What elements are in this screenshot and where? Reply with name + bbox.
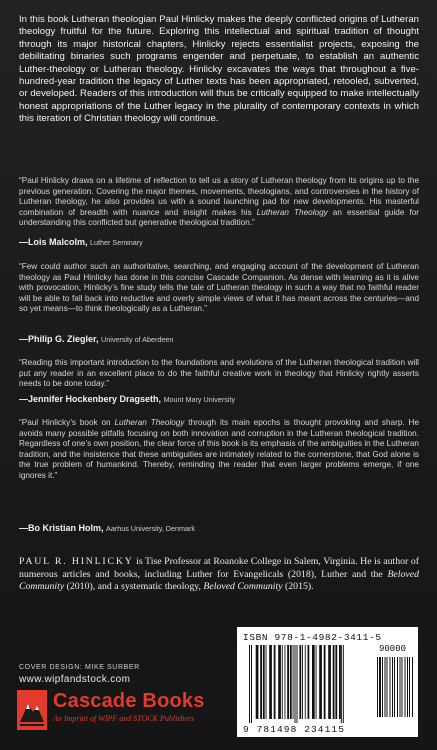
quote-text: an essential guide for understanding this conflicted but generative theological tradition.” <box>19 207 419 228</box>
barcode-bar <box>251 645 252 723</box>
barcode-bar <box>341 645 342 723</box>
cascade-mountain-icon <box>17 690 47 730</box>
barcode-bar <box>305 645 306 719</box>
author-name: —Bo Kristian Holm, <box>19 523 104 533</box>
barcode-bar <box>412 657 413 717</box>
barcode-bar <box>328 645 331 719</box>
barcode-bar <box>274 645 276 719</box>
barcode-bar <box>297 645 298 723</box>
author-affiliation: Aarhus University, Denmark <box>106 524 195 533</box>
endorsement-quote-3 <box>19 358 419 390</box>
barcode-bar <box>390 657 391 717</box>
author-name: —Lois Malcolm, <box>19 237 88 247</box>
bio-title-italic: Beloved Community <box>203 581 283 593</box>
endorsement-author-3 <box>19 394 419 404</box>
author-affiliation: Mount Mary University <box>163 395 236 404</box>
endorsement-author-2 <box>19 334 419 344</box>
price-code: 90000 <box>379 644 407 654</box>
bio-title-italic: Beloved Community <box>19 568 419 593</box>
barcode-bar <box>407 657 408 717</box>
bio-text: (2010), and a systematic theology, <box>64 581 204 593</box>
quote-text: through its main epochs is thought provoking and sharp. He avoids many possible pitfalls focusing on both innovation and corruption in the Lutheran theological tradition. Regardless of one’s own position, the clear force of this book is its emphasis of the ambiguities in the Lutheran tradition, and the insistence that these ambiguities are intimately related to the cornerstone, that God alone is the true problem of humankind. Thereby, reminding the reader that even larger problems emerge, if one ignores it.” <box>19 418 420 480</box>
barcode-bar <box>316 645 317 719</box>
publisher-name: Cascade Books <box>53 690 205 712</box>
barcode-bar <box>319 645 322 719</box>
barcode-bar <box>285 645 286 719</box>
author-name: —Jennifer Hockenbery Dragseth, <box>19 394 162 404</box>
endorsement-quote-4 <box>19 418 419 482</box>
publisher-website[interactable]: www.wipfandstock.com <box>19 674 131 685</box>
barcode-bar <box>287 645 289 719</box>
barcode-bar <box>278 645 281 719</box>
barcode-bar <box>324 645 326 719</box>
endorsement-author-1 <box>19 237 419 247</box>
endorsement-author-4 <box>19 523 419 533</box>
endorsement-quote-2 <box>19 262 419 315</box>
quote-text: “Paul Hinlicky draws on a lifetime of reflection to tell us a story of Lutheran theology from its origins up to the previous generation. Covering the major themes, movements, theologians, and controversies in the history of Lutheran theology, he also provides us with a sound launching pad for new developments. His masterful combination of breadth with nuance and insight makes his <box>19 176 419 217</box>
ean-digits: 9 781498 234115 <box>243 724 346 735</box>
barcode-bar <box>269 645 272 719</box>
barcode-bar <box>295 645 296 723</box>
barcode-bar <box>382 657 383 717</box>
book-description: In this book Lutheran theologian Paul Hinlicky makes the deeply conflicted origins of Lutheran theology fruitful for the future. Exploring this intellectual and spiritual tradition of thought through its major historical chapters, Hinlicky rejects essentialist projects, exposing the debilitating binaries such programs engender and perpetuate, to establish an authentic Luther-theology or Lutheran theology. Hinlicky excavates the ways that throughout a five-hundred-year tradition the legacy of Luther texts has been appropriated, retooled, subverted, or developed. Readers of this introduction will thus be critically equipped to make intellectually honest appropriations of the Luther legacy in the plurality of contemporary contexts in which this iteration of Christian theology will continue. <box>19 14 419 125</box>
barcode-bar <box>379 657 381 717</box>
isbn-barcode <box>237 627 418 737</box>
author-affiliation: Luther Seminary <box>90 238 143 247</box>
quote-text: “Reading this important introduction to the foundations and evolutions of the Lutheran theological tradition will put any reader in an excellent place to do the faithful creative work in theology that Hinlicky rightly asserts needs to be done today.” <box>19 358 419 389</box>
book-title-italic: Lutheran Theology <box>256 207 328 217</box>
barcode-bar <box>405 657 406 717</box>
barcode-bar <box>249 645 250 723</box>
publisher-logo <box>17 690 217 732</box>
author-bio <box>19 556 419 594</box>
barcode-bar <box>400 657 401 717</box>
quote-text: “Few could author such an authoritative, searching, and engaging account of the development of Lutheran theology as Paul Hinlicky has done in this concise Cascade Companion. As dense with learning as it is alive with provocation, Hinlicky’s fine study tells the tale of Lutheran theology in such a way that no faithful reader will be able to fall back into reductive and overly simple views of what it has meant across the centuries—and so yet means—to think theologically as a Lutheran.” <box>19 262 419 314</box>
barcode-bar <box>343 645 344 723</box>
barcode-bar <box>308 645 310 719</box>
bio-text: is Tise Professor at Roanoke College in Salem, Virginia. He is author of numerous articles and books, including Luther for Evangelicals (2018), Luther and the <box>19 556 419 580</box>
bio-text: (2015). <box>282 581 314 593</box>
barcode-bar <box>387 657 388 717</box>
barcode-bar <box>339 645 341 719</box>
endorsement-quote-1 <box>19 176 419 229</box>
book-title-italic: Lutheran Theology <box>114 418 185 427</box>
barcode-bar <box>392 657 393 717</box>
barcode-bar <box>256 645 259 719</box>
barcode-bar <box>394 657 395 717</box>
author-bio-name: PAUL R. HINLICKY <box>19 556 134 567</box>
barcode-bar <box>302 645 303 719</box>
cover-design-credit: COVER DESIGN: MIKE SURBER <box>19 664 140 671</box>
barcode-bar <box>409 657 410 717</box>
barcode-bar <box>266 645 267 719</box>
barcode-bar <box>377 657 378 717</box>
barcode-bar <box>312 645 315 719</box>
barcode-bar <box>299 645 301 719</box>
barcode-bar <box>260 645 262 719</box>
isbn-label: ISBN 978-1-4982-3411-5 <box>243 632 382 643</box>
barcode-bar <box>290 645 292 719</box>
publisher-tagline: An Imprint of WIPF and STOCK Publishers <box>53 714 195 723</box>
barcode-bar <box>282 645 283 719</box>
barcode-bar <box>335 645 337 719</box>
author-affiliation: University of Aberdeen <box>101 335 174 344</box>
barcode-bar <box>385 657 386 717</box>
quote-text: “Paul Hinlicky’s book on <box>19 418 115 427</box>
barcode-bar <box>397 657 398 717</box>
barcode-bar <box>293 645 294 719</box>
barcode-bar <box>402 657 403 717</box>
author-name: —Philip G. Ziegler, <box>19 334 99 344</box>
barcode-bar <box>263 645 265 719</box>
barcode-bar <box>333 645 335 719</box>
